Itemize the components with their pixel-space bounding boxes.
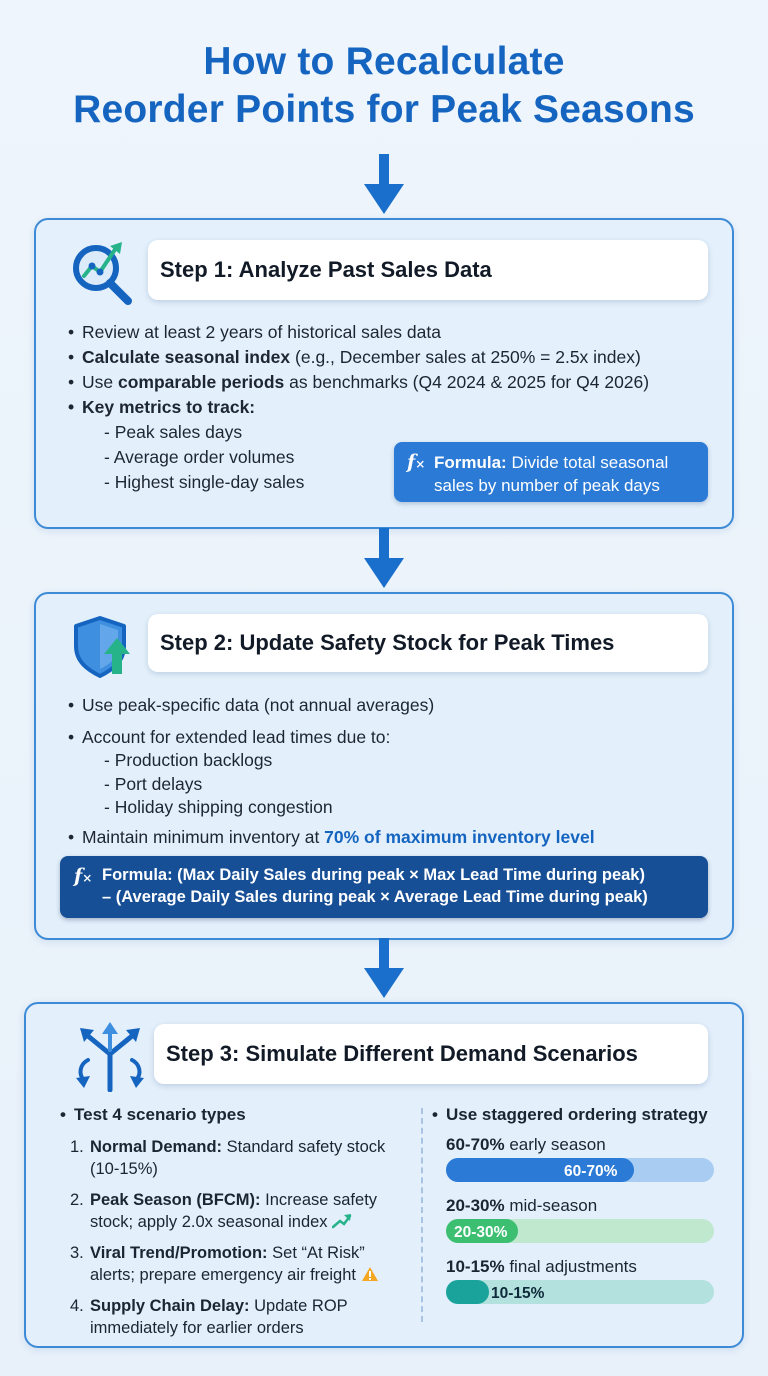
tier-3-bar-fill — [446, 1280, 489, 1304]
step-1-header — [148, 240, 708, 300]
tier-3-label: 10-15% final adjustments — [446, 1257, 637, 1276]
step-2-bullets — [68, 694, 728, 849]
step-1-formula-text: Divide total seasonal sales by number of peak days — [434, 453, 669, 495]
step-1-bullet-1: • Review at least 2 years of historical sales data — [68, 320, 728, 345]
step-3-title: Step 3: Simulate Different Demand Scenarios — [166, 1041, 638, 1066]
tier-3-bar-text: 10-15% — [491, 1285, 545, 1302]
tier-2-bar-text: 20-30% — [454, 1224, 508, 1241]
magnifier-chart-icon — [66, 234, 138, 306]
title-line-1: How to Recalculate — [203, 40, 565, 83]
step-1-sub-2: - Average order volumes — [68, 445, 728, 470]
tier-1-label: 60-70% early season — [446, 1135, 606, 1154]
down-arrow-icon — [360, 154, 408, 216]
step-1-formula-label: Formula: — [434, 453, 507, 472]
ordering-strategy — [432, 1104, 722, 1317]
tier-1-bar-track — [446, 1158, 714, 1182]
step-2-sub-1: - Production backlogs — [68, 749, 728, 773]
step-2-title: Step 2: Update Safety Stock for Peak Times — [160, 630, 615, 655]
warning-icon — [361, 1266, 379, 1282]
tier-3-bar-track — [446, 1280, 714, 1304]
function-icon: f× — [407, 451, 426, 473]
scenario-item-3: 3. Viral Trend/Promotion: Set “At Risk” alerts; prepare emergency air freight — [60, 1242, 410, 1286]
title-line-2: Reorder Points for Peak Seasons — [73, 88, 695, 131]
scenario-item-2: 2. Peak Season (BFCM): Increase safety stock; apply 2.0x seasonal index — [70, 1191, 378, 1231]
step-1-sub-3: - Highest single-day sales — [68, 470, 728, 495]
step-1-formula-box — [394, 442, 708, 502]
step-1-bullet-2: • Calculate seasonal index (e.g., December sales at 250% = 2.5x index) — [68, 345, 728, 370]
column-divider — [421, 1108, 423, 1322]
ordering-strategy-heading: • Use staggered ordering strategy — [432, 1104, 722, 1126]
step-2-bullet-2: • Account for extended lead times due to: — [68, 726, 728, 750]
shield-arrow-up-icon — [70, 614, 138, 678]
tier-1-bar-text: 60-70% — [564, 1163, 618, 1180]
scenario-item-1: 1. Normal Demand: Standard safety stock (10-15%) — [70, 1138, 386, 1178]
tier-2-bar-track — [446, 1219, 714, 1243]
split-arrows-icon — [72, 1020, 148, 1092]
down-arrow-icon — [360, 938, 408, 1000]
function-icon: f× — [74, 865, 93, 887]
scenario-item-4: 4. Supply Chain Delay: Update ROP immediately for earlier orders — [70, 1297, 348, 1337]
trend-up-icon — [332, 1213, 352, 1229]
step-1-bullet-3: • Use comparable periods as benchmarks (Q4 2024 & 2025 for Q4 2026) — [68, 370, 728, 395]
step-2-header — [148, 614, 708, 672]
step-2-formula-line-1: Formula: (Max Daily Sales during peak × Max Lead Time during peak) — [102, 866, 645, 884]
scenario-list-heading: • Test 4 scenario types — [60, 1104, 410, 1126]
step-2-formula-box — [60, 856, 708, 918]
step-1-sub-1: - Peak sales days — [68, 420, 728, 445]
page-title — [0, 38, 768, 134]
step-2-bullet-3: • Maintain minimum inventory at 70% of maximum inventory level — [68, 826, 728, 850]
down-arrow-icon — [360, 528, 408, 590]
step-1-bullet-4: • Key metrics to track: — [68, 395, 728, 420]
step-3-header — [154, 1024, 708, 1084]
step-2-formula-line-2: – (Average Daily Sales during peak × Average Lead Time during peak) — [102, 888, 648, 906]
scenario-list — [60, 1104, 410, 1348]
step-2-sub-2: - Port delays — [68, 773, 728, 797]
tier-2-label: 20-30% mid-season — [446, 1196, 598, 1215]
step-2-bullet-1: • Use peak-specific data (not annual averages) — [68, 694, 728, 718]
step-1-title: Step 1: Analyze Past Sales Data — [160, 257, 492, 282]
step-2-sub-3: - Holiday shipping congestion — [68, 796, 728, 820]
